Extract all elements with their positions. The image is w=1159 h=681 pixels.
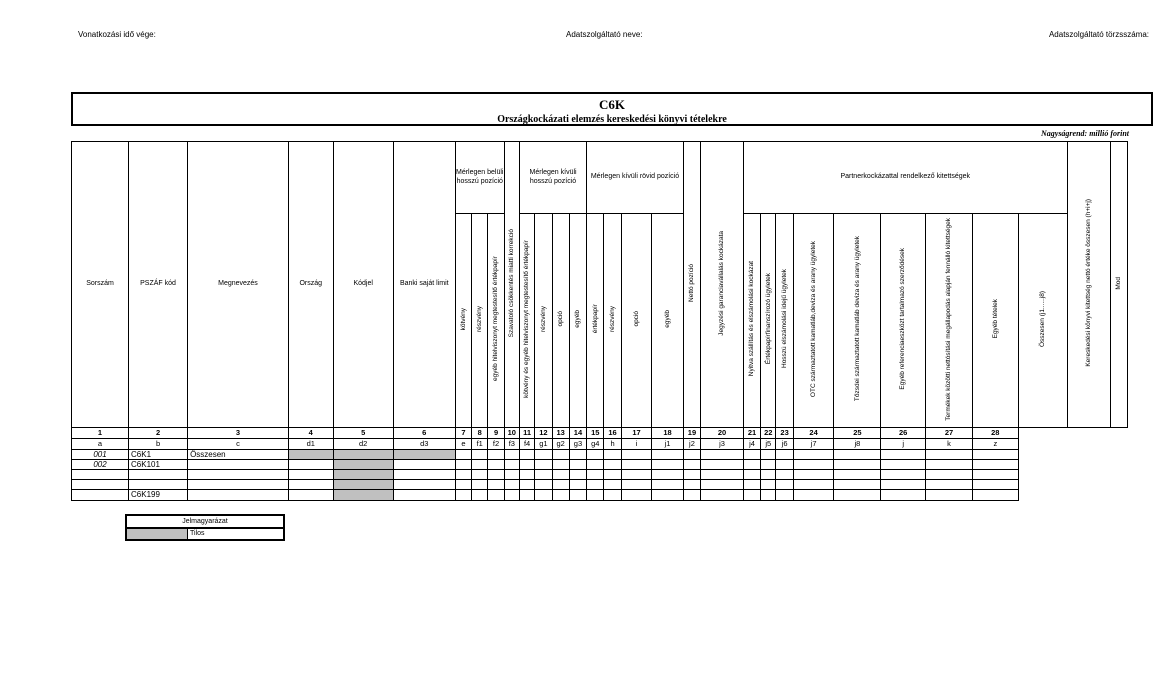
col-24 xyxy=(926,214,973,428)
cell-value[interactable] xyxy=(761,470,776,480)
col-15-label: egyéb xyxy=(663,310,671,328)
col-pszaf-kod: PSZÁF kód xyxy=(129,142,188,428)
col-11 xyxy=(569,214,586,428)
cell-value[interactable] xyxy=(776,490,793,500)
cell-value[interactable] xyxy=(743,460,760,470)
cell-value[interactable] xyxy=(834,490,881,500)
col-number-27: 27 xyxy=(926,428,973,439)
col-23-label: Egyéb referenciaeszközt tartalmazó szerződések xyxy=(899,248,907,390)
report-table xyxy=(71,141,1128,501)
cell-value[interactable] xyxy=(604,450,621,460)
cell-value[interactable] xyxy=(455,460,471,470)
col-banki-limit: Banki saját limit xyxy=(393,142,455,428)
cell-value[interactable] xyxy=(393,470,455,480)
col-letter-17: i xyxy=(621,439,652,450)
col-letter-23: j6 xyxy=(776,439,793,450)
col-5 xyxy=(472,214,488,428)
col-number-5: 5 xyxy=(333,428,393,439)
cell-value[interactable] xyxy=(652,470,684,480)
col-19 xyxy=(761,214,776,428)
cell-value[interactable] xyxy=(683,490,700,500)
col-4 xyxy=(455,214,471,428)
col-9-label: részvény xyxy=(539,305,547,332)
cell-value[interactable] xyxy=(587,480,604,490)
col-letter-26: j xyxy=(881,439,926,450)
cell-megnevezes[interactable] xyxy=(188,470,289,480)
cell-value[interactable] xyxy=(552,460,569,470)
cell-value[interactable] xyxy=(881,450,926,460)
cell-value[interactable] xyxy=(972,460,1018,470)
cell-value[interactable] xyxy=(504,490,519,500)
cell-value[interactable] xyxy=(834,450,881,460)
cell-value[interactable] xyxy=(743,480,760,490)
col-number-20: 20 xyxy=(701,428,744,439)
cell-value[interactable] xyxy=(552,470,569,480)
cell-value[interactable] xyxy=(488,450,504,460)
col-letter-9: f2 xyxy=(488,439,504,450)
group-merlegen-kivul-hosszu: Mérlegen kívüli hosszú pozíció xyxy=(519,142,586,214)
cell-value[interactable] xyxy=(288,460,333,470)
col-number-23: 23 xyxy=(776,428,793,439)
col-letter-15: g4 xyxy=(587,439,604,450)
cell-value[interactable] xyxy=(621,450,652,460)
col-number-22: 22 xyxy=(761,428,776,439)
cell-value[interactable] xyxy=(926,490,973,500)
table-row xyxy=(72,470,1128,480)
cell-value[interactable] xyxy=(621,490,652,500)
cell-value[interactable] xyxy=(776,470,793,480)
legend-gray-swatch xyxy=(127,529,188,539)
cell-value[interactable] xyxy=(519,460,534,470)
col-13 xyxy=(604,214,621,428)
cell-value[interactable] xyxy=(926,480,973,490)
cell-value[interactable] xyxy=(604,490,621,500)
cell-megnevezes[interactable] xyxy=(188,460,289,470)
cell-value[interactable] xyxy=(504,480,519,490)
col-number-18: 18 xyxy=(652,428,684,439)
cell-value[interactable] xyxy=(587,450,604,460)
col-letter-12: g1 xyxy=(535,439,552,450)
col-sorszam: Sorszám xyxy=(72,142,129,428)
col-orszag: Ország xyxy=(288,142,333,428)
col-number-11: 11 xyxy=(519,428,534,439)
cell-value[interactable] xyxy=(701,480,744,490)
col-6-label: egyéb hitelviszonyt megtestesítő értékpapír xyxy=(492,256,500,382)
col-letter-5: d2 xyxy=(333,439,393,450)
cell-value[interactable] xyxy=(569,480,586,490)
col-8 xyxy=(519,214,534,428)
cell-value[interactable] xyxy=(472,450,488,460)
col-letter-20: j3 xyxy=(701,439,744,450)
cell-value[interactable] xyxy=(488,490,504,500)
col-letter-11: f4 xyxy=(519,439,534,450)
cell-value[interactable] xyxy=(834,480,881,490)
col-11-label: egyéb xyxy=(574,310,582,328)
cell-value[interactable] xyxy=(333,480,393,490)
cell-value[interactable] xyxy=(761,450,776,460)
col-megnevezes: Megnevezés xyxy=(188,142,289,428)
cell-value[interactable] xyxy=(881,470,926,480)
cell-value[interactable] xyxy=(701,470,744,480)
col-24-label: Termékek közötti nettósítási megállapodás alapján fennálló kitettségek xyxy=(945,217,953,421)
col-6 xyxy=(488,214,504,428)
col-number-7: 7 xyxy=(455,428,471,439)
cell-kod[interactable]: C6K199 xyxy=(129,490,188,500)
cell-value[interactable] xyxy=(793,450,834,460)
cell-megnevezes[interactable] xyxy=(188,480,289,490)
cell-kod[interactable]: C6K101 xyxy=(129,460,188,470)
reporting-period-label: Vonatkozási idő vége: xyxy=(78,30,156,39)
col-5-label: részvény xyxy=(476,305,483,332)
cell-value[interactable] xyxy=(926,450,973,460)
cell-value[interactable] xyxy=(834,470,881,480)
unit-note: Nagyságrend: millió forint xyxy=(1040,129,1129,138)
col-12 xyxy=(587,214,604,428)
cell-value[interactable] xyxy=(504,450,519,460)
cell-value[interactable] xyxy=(683,480,700,490)
cell-value[interactable] xyxy=(604,480,621,490)
legend-item-label: Tilos xyxy=(190,530,205,537)
cell-value[interactable] xyxy=(604,470,621,480)
col-26 xyxy=(1018,214,1067,428)
col-letter-8: f1 xyxy=(472,439,488,450)
cell-value[interactable] xyxy=(333,490,393,500)
cell-value[interactable] xyxy=(701,460,744,470)
cell-value[interactable] xyxy=(393,450,455,460)
cell-sorszam[interactable]: 001 xyxy=(72,450,129,460)
cell-value[interactable] xyxy=(455,470,471,480)
col-4-label: kötvény xyxy=(459,307,467,331)
cell-value[interactable] xyxy=(535,470,552,480)
col-letter-6: d3 xyxy=(393,439,455,450)
cell-value[interactable] xyxy=(587,470,604,480)
col-28 xyxy=(1111,142,1128,428)
cell-value[interactable] xyxy=(569,490,586,500)
col-letter-14: g3 xyxy=(569,439,586,450)
col-18 xyxy=(743,214,760,428)
cell-value[interactable] xyxy=(881,460,926,470)
cell-value[interactable] xyxy=(652,460,684,470)
cell-value[interactable] xyxy=(621,470,652,480)
col-number-1: 1 xyxy=(72,428,129,439)
col-letter-2: b xyxy=(129,439,188,450)
col-17 xyxy=(701,142,744,428)
table-row xyxy=(72,480,1128,490)
cell-value[interactable] xyxy=(472,470,488,480)
col-16-label: Nettó pozíció xyxy=(688,264,696,302)
cell-value[interactable] xyxy=(535,460,552,470)
col-number-16: 16 xyxy=(604,428,621,439)
cell-value[interactable] xyxy=(926,470,973,480)
provider-name-label: Adatszolgáltató neve: xyxy=(566,30,643,39)
cell-kod[interactable]: C6K1 xyxy=(129,450,188,460)
cell-value[interactable] xyxy=(552,490,569,500)
cell-value[interactable] xyxy=(587,490,604,500)
cell-value[interactable] xyxy=(288,470,333,480)
col-number-6: 6 xyxy=(393,428,455,439)
cell-value[interactable] xyxy=(488,470,504,480)
col-17-label: Jegyzési garanciavállalás kockázata xyxy=(718,230,726,336)
cell-value[interactable] xyxy=(881,480,926,490)
cell-value[interactable] xyxy=(535,450,552,460)
cell-value[interactable] xyxy=(701,450,744,460)
cell-value[interactable] xyxy=(834,460,881,470)
col-26-label: Összesen (j1......j8) xyxy=(1038,290,1046,347)
col-27 xyxy=(1067,142,1111,428)
cell-value[interactable] xyxy=(519,450,534,460)
col-letter-18: j1 xyxy=(652,439,684,450)
col-21-label: OTC származtatott kamatláb,deviza és arany ügyletek xyxy=(809,240,817,398)
legend-box xyxy=(125,514,285,541)
cell-sorszam[interactable]: 002 xyxy=(72,460,129,470)
cell-value[interactable] xyxy=(621,460,652,470)
col-number-25: 25 xyxy=(834,428,881,439)
col-number-12: 12 xyxy=(535,428,552,439)
cell-value[interactable] xyxy=(569,460,586,470)
cell-value[interactable] xyxy=(683,460,700,470)
legend-row xyxy=(127,529,283,539)
col-23 xyxy=(881,214,926,428)
cell-value[interactable] xyxy=(652,480,684,490)
col-letter-24: j7 xyxy=(793,439,834,450)
cell-value[interactable] xyxy=(776,460,793,470)
cell-kod[interactable] xyxy=(129,470,188,480)
col-number-9: 9 xyxy=(488,428,504,439)
cell-value[interactable] xyxy=(793,460,834,470)
cell-value[interactable] xyxy=(504,460,519,470)
cell-value[interactable] xyxy=(972,450,1018,460)
col-number-17: 17 xyxy=(621,428,652,439)
col-number-19: 19 xyxy=(683,428,700,439)
col-18-label: Nyitva szállítás és elszámolási kockázat xyxy=(748,261,756,377)
column-letter-row xyxy=(72,439,1128,450)
col-number-21: 21 xyxy=(743,428,760,439)
col-20 xyxy=(776,214,793,428)
cell-value[interactable] xyxy=(393,460,455,470)
col-letter-16: h xyxy=(604,439,621,450)
col-7 xyxy=(504,142,519,428)
col-22-label: Tőzsdei származtatott kamatláb deviza és arany ügyletek xyxy=(853,236,861,402)
cell-value[interactable] xyxy=(535,490,552,500)
col-22 xyxy=(834,214,881,428)
cell-value[interactable] xyxy=(761,480,776,490)
group-merlegen-kivul-rovid: Mérlegen kívüli rövid pozíció xyxy=(587,142,684,214)
data-rows xyxy=(72,450,1128,501)
provider-id-label: Adatszolgáltató törzsszáma: xyxy=(1048,30,1149,39)
col-letter-13: g2 xyxy=(552,439,569,450)
cell-value[interactable] xyxy=(472,460,488,470)
cell-value[interactable] xyxy=(552,450,569,460)
col-letter-21: j4 xyxy=(743,439,760,450)
cell-value[interactable] xyxy=(701,490,744,500)
cell-value[interactable] xyxy=(972,490,1018,500)
col-10-label: opció xyxy=(556,311,564,327)
col-letter-1: a xyxy=(72,439,129,450)
cell-value[interactable] xyxy=(472,480,488,490)
cell-value[interactable] xyxy=(587,460,604,470)
cell-value[interactable] xyxy=(569,470,586,480)
cell-value[interactable] xyxy=(333,460,393,470)
col-number-26: 26 xyxy=(881,428,926,439)
cell-value[interactable] xyxy=(652,490,684,500)
col-number-8: 8 xyxy=(472,428,488,439)
cell-value[interactable] xyxy=(472,490,488,500)
col-letter-25: j8 xyxy=(834,439,881,450)
cell-value[interactable] xyxy=(793,490,834,500)
col-number-24: 24 xyxy=(793,428,834,439)
cell-value[interactable] xyxy=(393,480,455,490)
cell-value[interactable] xyxy=(793,470,834,480)
cell-megnevezes[interactable]: Összesen xyxy=(188,450,289,460)
cell-value[interactable] xyxy=(488,460,504,470)
cell-value[interactable] xyxy=(333,470,393,480)
col-13-label: részvény xyxy=(608,305,616,332)
col-letter-10: f3 xyxy=(504,439,519,450)
cell-sorszam[interactable] xyxy=(72,480,129,490)
cell-value[interactable] xyxy=(761,460,776,470)
cell-sorszam[interactable] xyxy=(72,490,129,500)
cell-value[interactable] xyxy=(881,490,926,500)
cell-value[interactable] xyxy=(743,450,760,460)
form-code: C6K xyxy=(599,97,625,112)
cell-value[interactable] xyxy=(519,480,534,490)
col-27-label: Kereskedési könyvi kitettség nettó értéke összesen (h+i+j) xyxy=(1085,199,1093,367)
legend-title: Jelmagyarázat xyxy=(127,516,283,529)
cell-value[interactable] xyxy=(569,450,586,460)
col-20-label: Hosszú elszámolási idejű ügyletek xyxy=(780,269,788,369)
col-number-28: 28 xyxy=(972,428,1018,439)
table-row xyxy=(72,450,1128,460)
cell-value[interactable] xyxy=(683,470,700,480)
cell-value[interactable] xyxy=(926,460,973,470)
col-kodjel: Kódjel xyxy=(333,142,393,428)
col-letter-3: c xyxy=(188,439,289,450)
cell-value[interactable] xyxy=(761,490,776,500)
cell-value[interactable] xyxy=(552,480,569,490)
table-row xyxy=(72,490,1128,500)
cell-value[interactable] xyxy=(504,470,519,480)
col-16 xyxy=(683,142,700,428)
cell-value[interactable] xyxy=(604,460,621,470)
col-number-14: 14 xyxy=(569,428,586,439)
cell-value[interactable] xyxy=(288,450,333,460)
cell-value[interactable] xyxy=(519,470,534,480)
cell-value[interactable] xyxy=(743,470,760,480)
cell-value[interactable] xyxy=(455,490,471,500)
col-letter-7: e xyxy=(455,439,471,450)
cell-value[interactable] xyxy=(488,480,504,490)
cell-value[interactable] xyxy=(333,450,393,460)
column-number-row xyxy=(72,428,1128,439)
col-10 xyxy=(552,214,569,428)
cell-value[interactable] xyxy=(535,480,552,490)
col-letter-22: j5 xyxy=(761,439,776,450)
cell-value[interactable] xyxy=(743,490,760,500)
table-row xyxy=(72,460,1128,470)
group-partner: Partnerkockázattal rendelkező kitettségek xyxy=(743,142,1067,214)
cell-value[interactable] xyxy=(776,480,793,490)
cell-value[interactable] xyxy=(972,470,1018,480)
cell-value[interactable] xyxy=(455,450,471,460)
col-number-3: 3 xyxy=(188,428,289,439)
col-number-13: 13 xyxy=(552,428,569,439)
cell-value[interactable] xyxy=(455,480,471,490)
col-8-label: kötvény és egyéb hitelviszonyt megtestesítő értékpapír xyxy=(523,240,531,398)
cell-value[interactable] xyxy=(621,480,652,490)
cell-value[interactable] xyxy=(519,490,534,500)
col-letter-27: k xyxy=(926,439,973,450)
col-15 xyxy=(652,214,684,428)
col-21 xyxy=(793,214,834,428)
col-12-label: értékpapír xyxy=(591,304,599,334)
col-number-2: 2 xyxy=(129,428,188,439)
col-number-10: 10 xyxy=(504,428,519,439)
cell-value[interactable] xyxy=(776,450,793,460)
cell-value[interactable] xyxy=(972,480,1018,490)
cell-megnevezes[interactable] xyxy=(188,490,289,500)
cell-value[interactable] xyxy=(683,450,700,460)
cell-sorszam[interactable] xyxy=(72,470,129,480)
cell-value[interactable] xyxy=(652,450,684,460)
cell-value[interactable] xyxy=(393,490,455,500)
col-25 xyxy=(972,214,1018,428)
col-number-15: 15 xyxy=(587,428,604,439)
cell-value[interactable] xyxy=(793,480,834,490)
col-25-label: Egyéb tételek xyxy=(991,299,999,339)
form-title-box xyxy=(71,92,1153,126)
col-14-label: opció xyxy=(632,311,640,327)
cell-value[interactable] xyxy=(288,480,333,490)
col-letter-28: z xyxy=(972,439,1018,450)
col-9 xyxy=(535,214,552,428)
cell-value[interactable] xyxy=(288,490,333,500)
cell-kod[interactable] xyxy=(129,480,188,490)
group-merlegen-belul: Mérlegen belüli hosszú pozíció xyxy=(455,142,504,214)
form-subtitle: Országkockázati elemzés kereskedési könyvi tételekre xyxy=(497,114,727,125)
col-7-label: Szavatoló csökkentés miatti korrekció xyxy=(508,228,516,338)
col-letter-19: j2 xyxy=(683,439,700,450)
col-14 xyxy=(621,214,652,428)
col-19-label: Értékpapírfinanszírozó ügyletek xyxy=(764,273,772,365)
col-28-label: Mod xyxy=(1115,276,1123,290)
col-letter-4: d1 xyxy=(288,439,333,450)
col-number-4: 4 xyxy=(288,428,333,439)
